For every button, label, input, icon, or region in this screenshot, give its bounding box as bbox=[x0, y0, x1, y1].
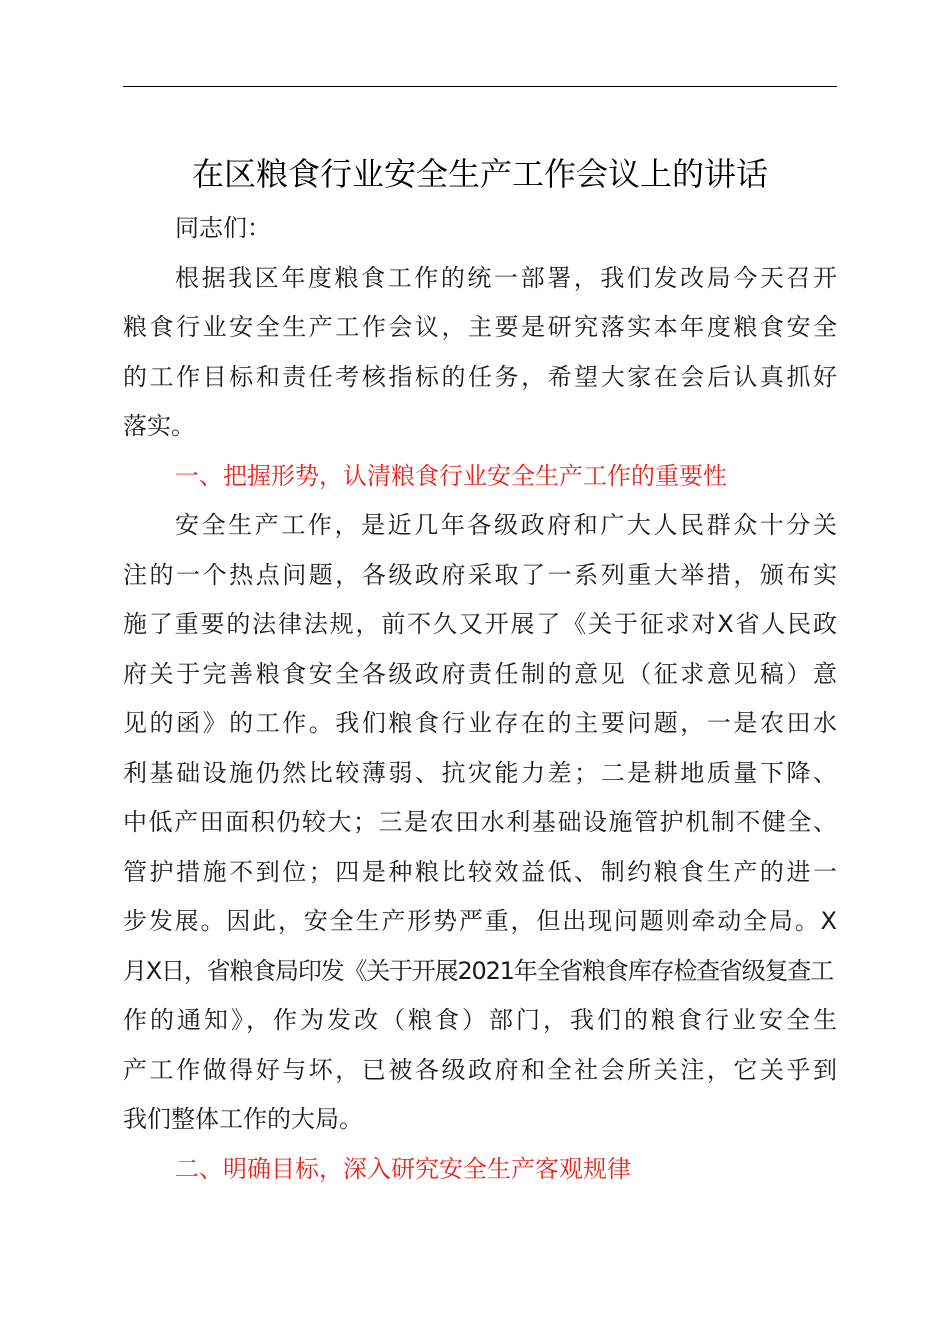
paragraph-line: 粮食行业安全生产工作会议，主要是研究落实本年度粮食安全 bbox=[123, 313, 837, 341]
section-1-paragraph bbox=[123, 501, 837, 1145]
paragraph-line: 注的一个热点问题，各级政府采取了一系列重大举措，颁布实 bbox=[123, 560, 837, 589]
paragraph-line: 作的通知》，作为发改（粮食）部门，我们的粮食行业安全生 bbox=[123, 1006, 837, 1034]
paragraph-line: 产工作做得好与坏，已被各级政府和全社会所关注，它关乎到 bbox=[123, 1055, 837, 1084]
paragraph-line: 月X日，省粮食局印发《关于开展2021年全省粮食库存检查省级复查工 bbox=[123, 956, 833, 985]
salutation bbox=[123, 204, 837, 254]
paragraph-line: 安全生产工作，是近几年各级政府和广大人民群众十分关 bbox=[175, 511, 837, 539]
salutation-text: 同志们： bbox=[175, 214, 271, 242]
paragraph-line: 根据我区年度粮食工作的统一部署，我们发改局今天召开 bbox=[175, 263, 837, 292]
paragraph-line: 管护措施不到位；四是种粮比较效益低、制约粮食生产的进一 bbox=[123, 857, 837, 886]
paragraph-line: 施了重要的法律法规，前不久又开展了《关于征求对X省人民政 bbox=[123, 610, 837, 638]
paragraph-line: 中低产田面积仍较大；三是农田水利基础设施管护机制不健全、 bbox=[123, 808, 837, 836]
header-rule bbox=[123, 86, 837, 87]
section-heading-1 bbox=[123, 452, 837, 502]
section-heading-2 bbox=[123, 1145, 837, 1195]
paragraph-line: 利基础设施仍然比较薄弱、抗灾能力差；二是耕地质量下降、 bbox=[123, 758, 837, 787]
document-body bbox=[123, 204, 837, 1194]
page-title: 在区粮食行业安全生产工作会议上的讲话 bbox=[191, 155, 768, 193]
paragraph-line: 见的函》的工作。我们粮食行业存在的主要问题，一是农田水 bbox=[123, 709, 837, 737]
paragraph-line: 我们整体工作的大局。 bbox=[123, 1105, 363, 1133]
paragraph-line: 的工作目标和责任考核指标的任务，希望大家在会后认真抓好 bbox=[123, 362, 837, 391]
intro-paragraph bbox=[123, 254, 837, 452]
paragraph-line: 落实。 bbox=[123, 412, 195, 440]
paragraph-line: 府关于完善粮食安全各级政府责任制的意见（征求意见稿）意 bbox=[123, 659, 837, 688]
heading-text: 二、明确目标，深入研究安全生产客观规律 bbox=[175, 1154, 631, 1183]
heading-text: 一、把握形势，认清粮食行业安全生产工作的重要性 bbox=[175, 461, 727, 490]
paragraph-line: 步发展。因此，安全生产形势严重，但出现问题则牵动全局。X bbox=[123, 907, 837, 935]
